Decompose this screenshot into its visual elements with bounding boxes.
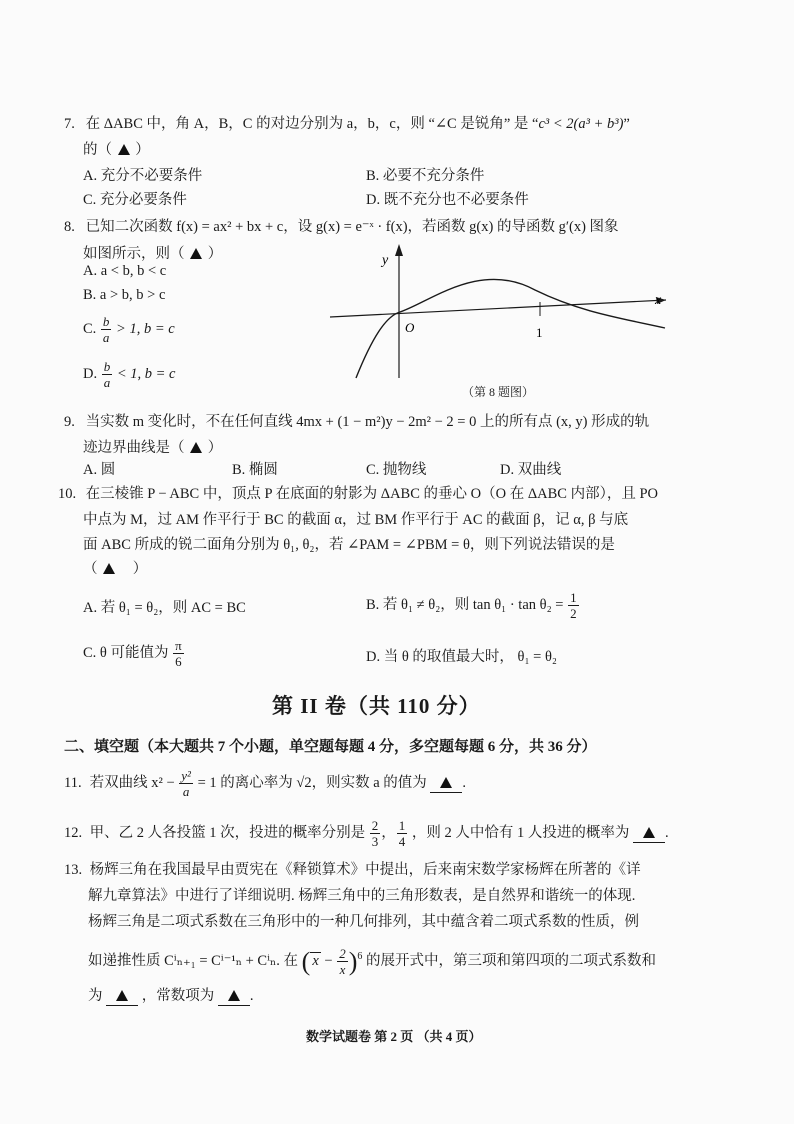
option-text: > 1, b = c	[116, 320, 175, 337]
question-text: 如图所示，则（	[83, 246, 185, 262]
exponent: 6	[357, 950, 363, 962]
option-d: D. 既不充分也不必要条件	[366, 192, 529, 208]
curve	[356, 279, 665, 378]
question-text: 当实数 m 变化时，不在任何直线 4mx + (1 − m²)y − 2m² − 2 = 0 上的所有点 (x, y) 形成的轨	[85, 414, 650, 430]
question-10-line2: 中点为 M，过 AM 作平行于 BC 的截面 α，过 BM 作平行于 AC 的截面 β，记 α, β 与底	[83, 512, 629, 528]
denominator: 3	[371, 834, 379, 849]
denominator: 2	[570, 606, 577, 621]
answer-blank[interactable]	[430, 775, 462, 793]
option-b: B. 必要不充分条件	[366, 168, 485, 184]
x-axis	[330, 300, 666, 317]
inequality: c³ < 2(a³ + b³)	[538, 116, 624, 132]
option-d: D. 双曲线	[500, 462, 562, 478]
question-number: 13.	[64, 862, 83, 878]
denominator: a	[182, 784, 190, 799]
question-text: ）	[207, 246, 223, 262]
paren-close: )	[348, 946, 358, 976]
question-text: = 1 的离心率为 √2，则实数 a 的值为	[197, 774, 427, 791]
question-text: 若双曲线 x² −	[89, 774, 175, 791]
fraction	[101, 314, 112, 345]
y-axis-label: y	[382, 253, 389, 268]
question-text: 为	[88, 988, 103, 1004]
option-d	[83, 359, 176, 390]
option-a: A. 若 θ₁ = θ₂，则 AC = BC	[83, 600, 246, 616]
answer-triangle-icon	[643, 827, 655, 838]
answer-triangle-icon	[190, 248, 202, 259]
numerator: 1	[570, 590, 577, 605]
option-label: C.	[83, 320, 97, 337]
question-8	[64, 215, 619, 236]
option-b	[366, 590, 580, 621]
period: .	[249, 988, 254, 1004]
question-9-line2	[83, 436, 222, 457]
option-a: A. 圆	[83, 462, 116, 478]
question-number: 7.	[64, 116, 75, 132]
question-text: 甲、乙 2 人各投篮 1 次，投进的概率分别是	[89, 824, 366, 841]
option-a: A. 充分不必要条件	[83, 168, 203, 184]
numerator: 2	[339, 946, 346, 961]
fraction	[102, 359, 113, 390]
question-text: ）	[207, 440, 223, 456]
option-a: A. a < b, b < c	[83, 263, 167, 279]
answer-triangle-icon	[228, 990, 240, 1001]
question-10-line3: 面 ABC 所成的锐二面角分别为 θ₁, θ₂，若 ∠PAM = ∠PBM = θ，则下列说法错误的是	[83, 537, 615, 553]
question-text: 的（	[83, 142, 112, 158]
numerator: 2	[371, 818, 379, 833]
period: .	[665, 824, 669, 841]
answer-blank[interactable]	[106, 988, 138, 1006]
option-d: D. 当 θ 的取值最大时， θ₁ = θ₂	[366, 649, 557, 665]
fraction	[370, 818, 381, 849]
option-text: B. 若 θ₁ ≠ θ₂，则 tan θ₁ · tan θ₂ =	[366, 596, 564, 613]
question-8-line2	[83, 242, 222, 263]
denominator: a	[103, 375, 111, 390]
answer-triangle-icon	[440, 777, 452, 788]
sqrt-x: x	[312, 952, 319, 969]
question-13-line3: 杨辉三角是二项式系数在三角形中的一种几何排列，其中蕴含着二项式系数的性质，例	[88, 914, 639, 930]
option-c	[83, 638, 185, 669]
question-text: （	[83, 561, 98, 577]
option-label: D.	[83, 365, 98, 382]
figure-caption: （第 8 题图）	[462, 385, 535, 399]
derivative-graph	[320, 240, 680, 380]
numerator: b	[102, 314, 110, 329]
paren-open: (	[301, 946, 311, 976]
option-b: B. 椭圆	[232, 462, 278, 478]
page-footer: 数学试题卷 第 2 页 （共 4 页）	[306, 1029, 482, 1044]
denominator: 6	[175, 654, 182, 669]
answer-triangle-icon	[103, 563, 115, 574]
question-text: 在 ΔABC 中，角 A，B，C 的对边分别为 a，b，c，则 “∠C 是锐角” 是 “	[85, 116, 539, 132]
tick-label: 1	[536, 325, 543, 340]
question-9	[64, 410, 649, 431]
section-heading: 二、填空题（本大题共 7 个小题，单空题每题 4 分，多空题每题 6 分，共 36 分）	[64, 739, 597, 755]
separator: ，	[381, 824, 396, 841]
numerator: b	[103, 359, 111, 374]
origin-label: O	[405, 320, 415, 335]
question-number: 12.	[64, 824, 83, 841]
question-text: ，常数项为	[141, 988, 215, 1004]
option-b: B. a > b, b > c	[83, 287, 166, 303]
question-10	[58, 482, 658, 503]
answer-blank[interactable]	[218, 988, 250, 1006]
denominator: x	[339, 962, 346, 977]
question-11	[64, 768, 466, 799]
question-text: ）	[135, 142, 150, 158]
fraction	[568, 590, 579, 621]
numerator: π	[175, 638, 182, 653]
question-13-line4: 如递推性质 Cⁱₙ₊₁ = Cⁱ⁻¹ₙ + Cⁱₙ. 在 ( x − $\frac{2}{x}$ )$^6$ 的展开式中，第三项和第四项的二项式系数和	[88, 946, 656, 977]
x-axis-label: x	[655, 293, 662, 308]
question-number: 8.	[64, 219, 75, 235]
option-text: < 1, b = c	[116, 365, 176, 382]
y-axis-arrow-icon	[395, 244, 403, 256]
question-7	[64, 112, 630, 133]
answer-triangle-icon	[118, 144, 130, 155]
question-13	[64, 858, 641, 879]
question-text: 如递推性质 Cⁱₙ₊₁ = Cⁱ⁻¹ₙ + Cⁱₙ. 在	[88, 952, 299, 969]
answer-blank[interactable]	[633, 825, 665, 843]
fraction	[337, 946, 348, 977]
fraction	[397, 818, 408, 849]
question-number: 9.	[64, 414, 75, 430]
answer-triangle-icon	[190, 442, 202, 453]
option-c	[83, 314, 175, 345]
question-number: 10.	[58, 486, 77, 502]
answer-triangle-icon	[116, 990, 128, 1001]
question-7-line2	[83, 138, 150, 159]
question-12	[64, 818, 669, 849]
quote-close: ”	[623, 116, 630, 132]
period: .	[462, 774, 467, 791]
option-c: C. 抛物线	[366, 462, 427, 478]
question-text: 的展开式中，第三项和第四项的二项式系数和	[366, 952, 656, 969]
denominator: 4	[398, 834, 406, 849]
question-text: ，则 2 人中恰有 1 人投进的概率为	[411, 824, 630, 841]
option-c: C. 充分必要条件	[83, 192, 187, 208]
question-10-line4	[83, 557, 147, 578]
question-number: 11.	[64, 774, 82, 791]
question-text: 迹边界曲线是（	[83, 440, 185, 456]
question-text: 杨辉三角在我国最早由贾宪在《释锁算术》中提出，后来南宋数学家杨辉在所著的《详	[89, 862, 641, 878]
question-text: ）	[132, 561, 148, 577]
question-text: 已知二次函数 f(x) = ax² + bx + c，设 g(x) = e⁻ˣ · f(x)，若函数 g(x) 的导函数 g′(x) 图象	[85, 219, 619, 235]
denominator: a	[102, 330, 110, 345]
option-text: C. θ 可能值为	[83, 644, 169, 661]
numerator: y²	[181, 768, 191, 783]
part-title: 第 II 卷（共 110 分）	[272, 694, 481, 718]
question-13-line2: 解九章算法》中进行了详细说明. 杨辉三角中的三角形数表，是自然界和谐统一的体现.	[88, 888, 636, 904]
fraction	[173, 638, 184, 669]
question-text: 在三棱锥 P − ABC 中，顶点 P 在底面的射影为 ΔABC 的垂心 O（O 在 ΔABC 内部），且 PO	[85, 486, 658, 502]
numerator: 1	[398, 818, 406, 833]
fraction	[179, 768, 193, 799]
question-13-line5	[88, 984, 254, 1006]
